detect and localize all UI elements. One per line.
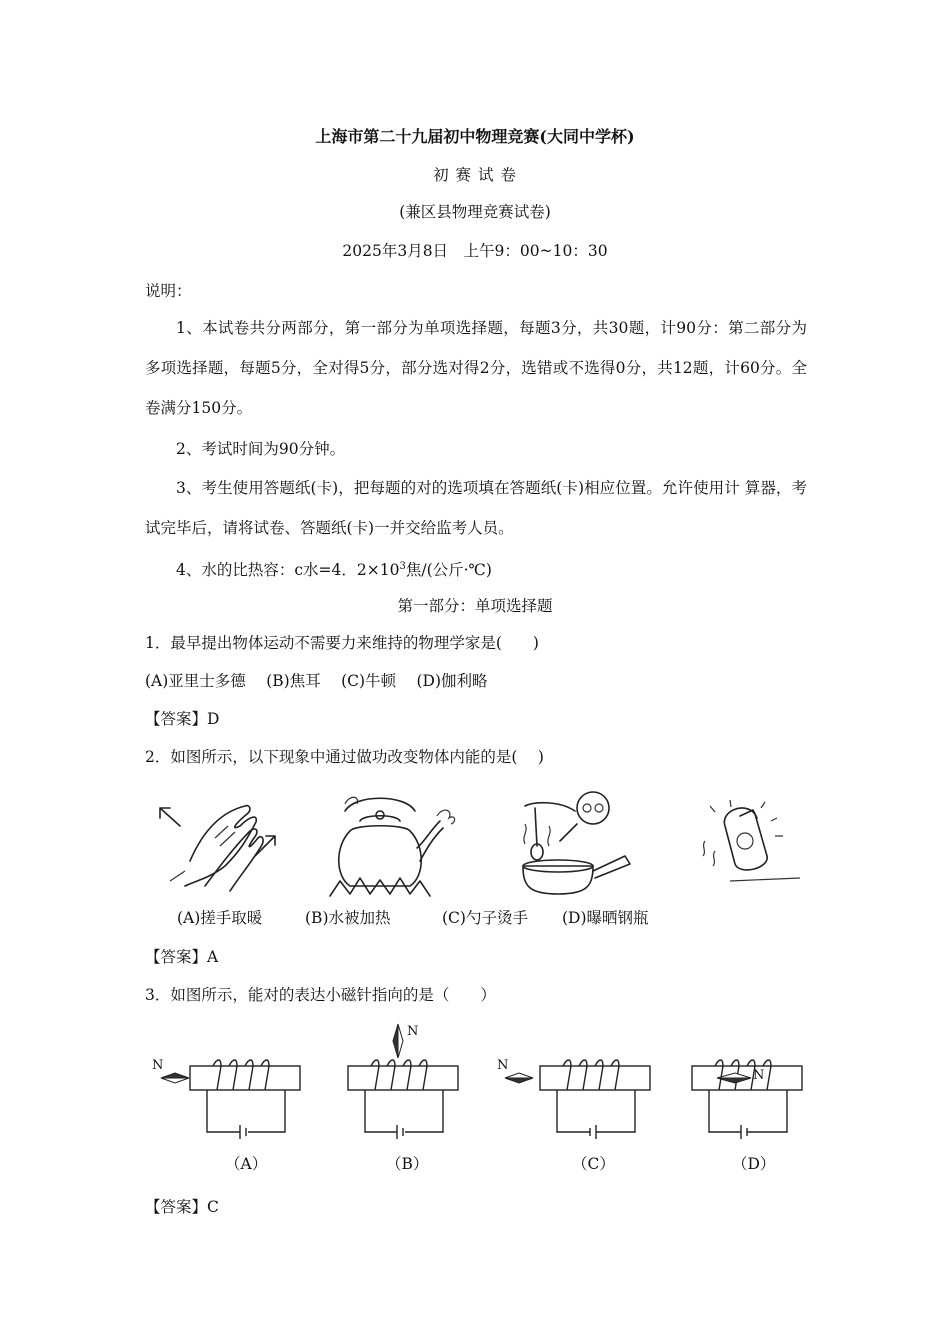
figure-caption-c: (C)勺子烫手 [442,909,528,927]
question-1-answer: 【答案】D [145,710,220,728]
circuit-caption-b: （B） [386,1155,429,1173]
notes-heading: 说明： [145,282,192,300]
exam-datetime: 2025年3月8日 上午9：00~10：30 [342,242,608,260]
figure-caption-d: (D)曝晒钢瓶 [562,909,649,927]
pole-label-d: N [753,1068,765,1083]
question-3-stem: 3．如图所示，能对的表达小磁针指向的是（ ） [145,986,496,1004]
circuit-caption-c: （C） [572,1155,615,1173]
exam-title: 上海市第二十九届初中物理竞赛(大同中学杯) [315,127,635,146]
exam-subtitle: 初 赛 试 卷 [433,166,517,184]
note-item-4: 4、水的比热容：c水=4．$2\times 10^3$焦/(公斤·℃) [176,561,492,580]
question-1-stem: 1．最早提出物体运动不需要力来维持的物理学家是( ) [145,634,539,652]
exam-subtitle-2: (兼区县物理竞赛试卷) [399,203,551,221]
pole-label-c: N [497,1058,509,1073]
circuit-caption-a: （A） [225,1155,268,1173]
figure-caption-a: (A)搓手取暖 [177,909,263,927]
question-2-answer: 【答案】A [145,948,219,966]
circuit-caption-d: （D） [732,1155,776,1173]
note-item-2: 2、考试时间为90分钟。 [176,440,346,458]
pole-label-a: N [152,1058,164,1073]
note-item-1: 1、本试卷共分两部分，第一部分为单项选择题，每题3分，共30题，计90分：第二部分为多项选择题，每题5分，全对得5分，部分选对得2分，选错或不选得0分，共12题，计60分。全卷满分150分。 [145,319,807,417]
gas-bottle-sun-figure [695,796,805,886]
figure-caption-b: (B)水被加热 [305,909,391,927]
note-item-3: 3、考生使用答题纸(卡)，把每题的对的选项填在答题纸(卡)相应位置。允许使用计 算器，考试完毕后，请将试卷、答题纸(卡)一并交给监考人员。 [145,479,807,537]
hands-rubbing-figure [150,786,290,896]
kettle-heating-figure [325,786,450,898]
question-2-stem: 2．如图所示，以下现象中通过做功改变物体内能的是( ) [145,748,544,766]
pole-label-b: N [407,1024,419,1039]
hot-spoon-figure [515,786,635,898]
section-title: 第一部分：单项选择题 [397,597,553,615]
question-3-answer: 【答案】C [145,1198,219,1216]
question-1-options: (A)亚里士多德 (B)焦耳 (C)牛顿 (D)伽利略 [145,672,488,690]
